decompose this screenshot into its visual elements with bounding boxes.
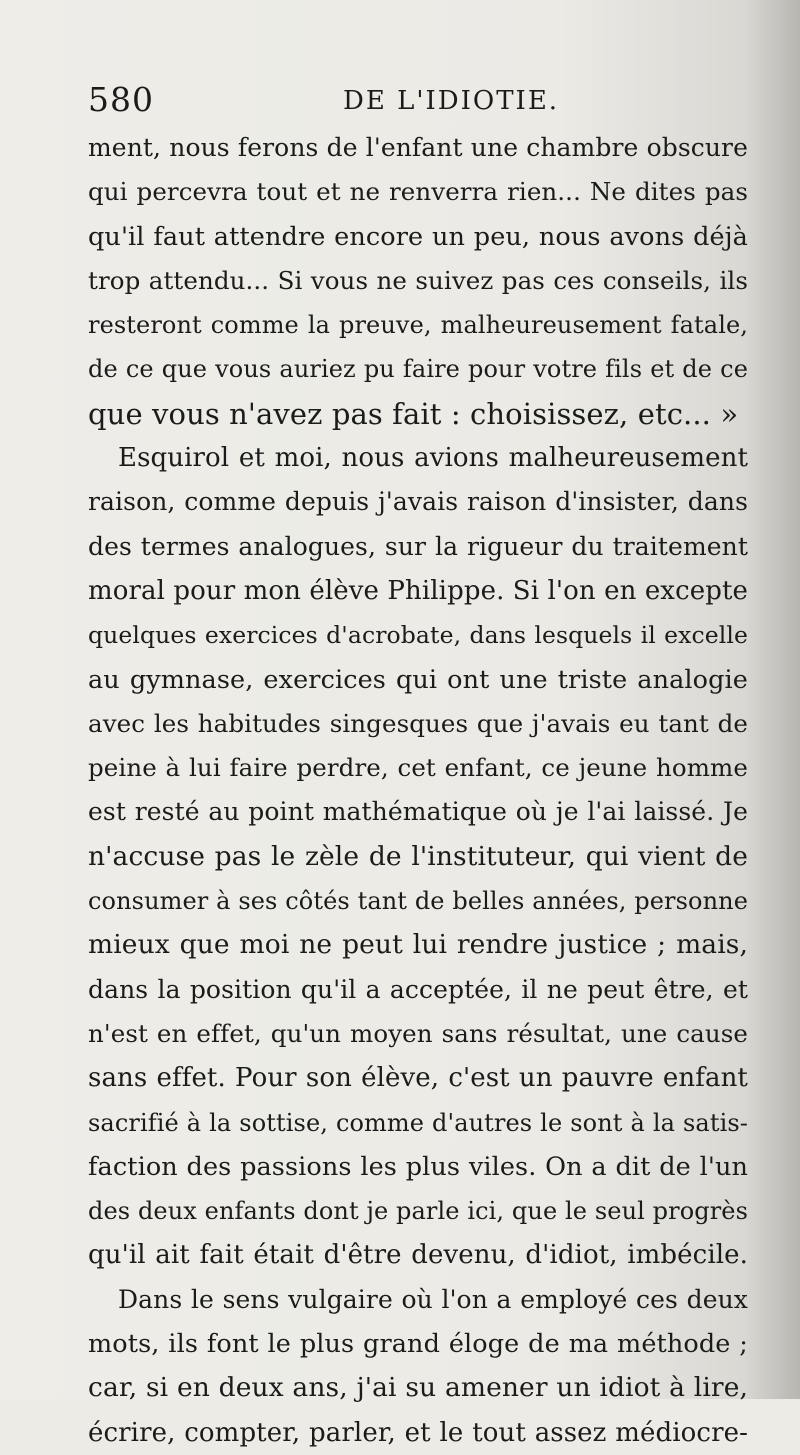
text-line: des deux enfants dont je parle ici, que le seul progrès	[88, 1197, 748, 1226]
text-line: Dans le sens vulgaire où l'on a employé ces deux	[118, 1284, 748, 1314]
page-number: 580	[88, 80, 154, 119]
text-line: mieux que moi ne peut lui rendre justice ; mais,	[88, 929, 748, 961]
page-header	[88, 80, 728, 124]
body-text	[88, 126, 748, 1455]
running-title: DE L'IDIOTIE.	[343, 86, 560, 116]
text-line: qu'il ait fait était d'être devenu, d'idiot, imbécile.	[88, 1240, 748, 1271]
text-line: car, si en deux ans, j'ai su amener un idiot à lire,	[88, 1372, 748, 1404]
text-line: des termes analogues, sur la rigueur du traitement	[88, 531, 748, 561]
text-line: faction des passions les plus viles. On a dit de l'un	[88, 1151, 748, 1182]
text-line: quelques exercices d'acrobate, dans lesquels il excelle	[88, 621, 748, 650]
text-line: consumer à ses côtés tant de belles années, personne	[88, 887, 748, 916]
text-line: Esquirol et moi, nous avions malheureusement	[118, 443, 748, 474]
text-line: peine à lui faire perdre, cet enfant, ce jeune homme	[88, 753, 748, 783]
text-line: sacrifié à la sottise, comme d'autres le sont à la satis-	[88, 1108, 748, 1137]
text-line: que vous n'avez pas fait : choisissez, etc... »	[88, 396, 739, 431]
text-line: sans effet. Pour son élève, c'est un pauvre enfant	[88, 1063, 748, 1094]
text-line: écrire, compter, parler, et le tout assez médiocre-	[88, 1417, 748, 1448]
text-line: dans la position qu'il a acceptée, il ne peut être, et	[88, 974, 748, 1004]
text-line: raison, comme depuis j'avais raison d'insister, dans	[88, 487, 748, 517]
text-line: qui percevra tout et ne renverra rien... Ne dites pas	[88, 177, 748, 207]
text-line: mots, ils font le plus grand éloge de ma méthode ;	[88, 1329, 748, 1360]
text-line: est resté au point mathématique où je l'ai laissé. Je	[88, 797, 748, 827]
text-line: au gymnase, exercices qui ont une triste analogie	[88, 664, 748, 695]
text-line: n'est en effet, qu'un moyen sans résultat, une cause	[88, 1018, 748, 1048]
text-line: trop attendu... Si vous ne suivez pas ces conseils, ils	[88, 265, 748, 295]
text-line: de ce que vous auriez pu faire pour votre fils et de ce	[88, 355, 748, 384]
text-line: qu'il faut attendre encore un peu, nous avons déjà	[88, 221, 748, 252]
text-line: moral pour mon élève Philippe. Si l'on en excepte	[88, 575, 748, 606]
text-line: n'accuse pas le zèle de l'instituteur, qui vient de	[88, 840, 748, 872]
text-line: avec les habitudes singesques que j'avais eu tant de	[88, 708, 748, 738]
text-line: resteront comme la preuve, malheureusement fatale,	[88, 311, 748, 340]
text-line: ment, nous ferons de l'enfant une chambre obscure	[88, 133, 748, 162]
